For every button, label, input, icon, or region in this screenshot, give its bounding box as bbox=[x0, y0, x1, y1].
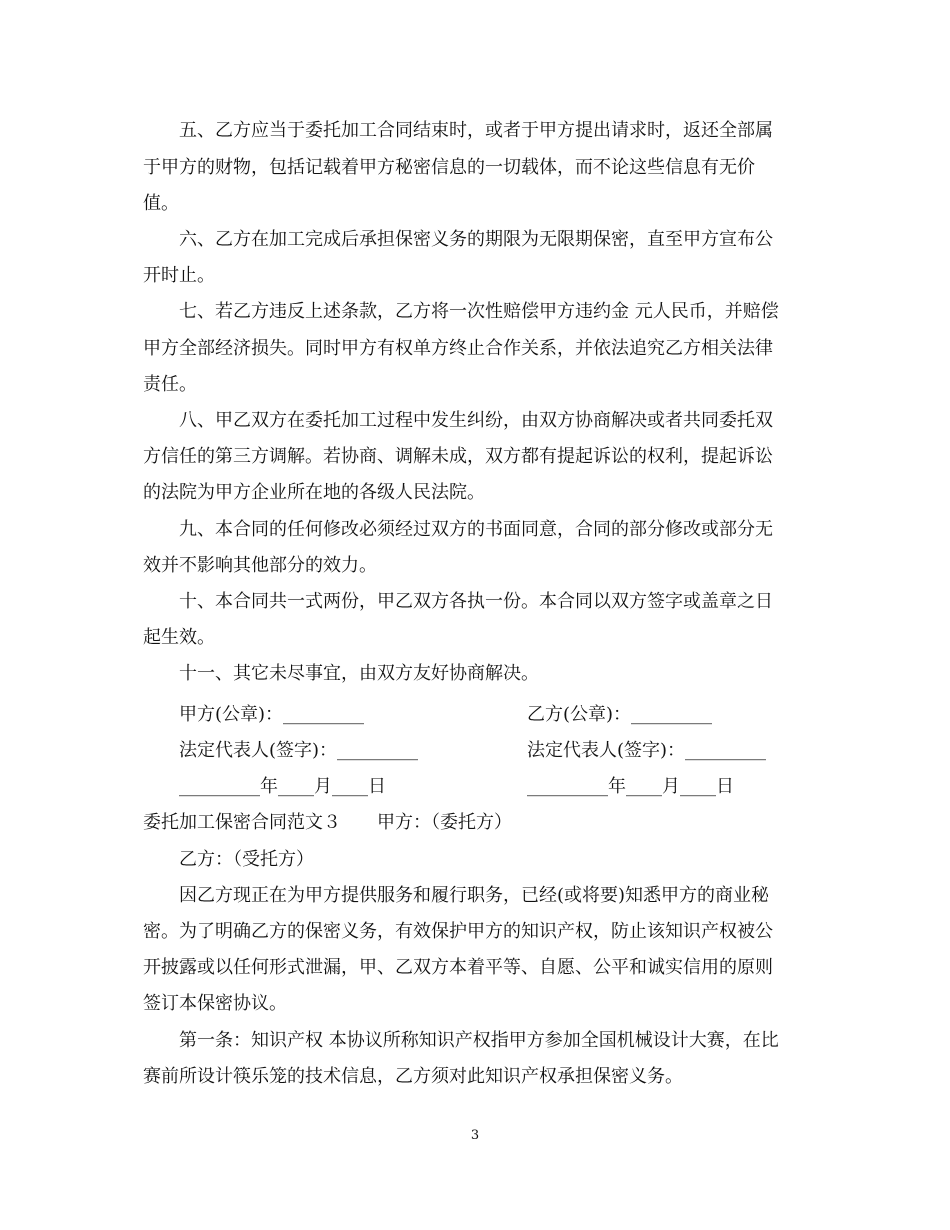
clause-5-line-2: 于甲方的财物，包括记载着甲方秘密信息的一切载体，而不论这些信息有无价 bbox=[143, 157, 755, 178]
contract-3-heading: 委托加工保密合同范文３ 甲方：（委托方） bbox=[143, 812, 512, 833]
preamble-line-4: 签订本保密协议。 bbox=[143, 993, 287, 1014]
clause-6-line-2: 开时止。 bbox=[143, 265, 215, 286]
clause-8-line-3: 的法院为甲方企业所在地的各级人民法院。 bbox=[143, 482, 485, 503]
clause-6-line-1: 六、乙方在加工完成后承担保密义务的期限为无限期保密，直至甲方宣布公 bbox=[179, 229, 773, 250]
clause-5-line-3: 值。 bbox=[143, 193, 179, 214]
clause-10-line-1: 十、本合同共一式两份，甲乙双方各执一份。本合同以双方签字或盖章之日 bbox=[179, 591, 773, 612]
clause-8-line-1: 八、甲乙双方在委托加工过程中发生纠纷，由双方协商解决或者共同委托双 bbox=[179, 410, 773, 431]
preamble-line-3: 开披露或以任何形式泄漏，甲、乙双方本着平等、自愿、公平和诚实信用的原则 bbox=[143, 957, 773, 978]
clause-7-line-1: 七、若乙方违反上述条款，乙方将一次性赔偿甲方违约金 元人民币，并赔偿 bbox=[179, 301, 779, 322]
clause-8-line-2: 方信任的第三方调解。若协商、调解未成，双方都有提起诉讼的权利，提起诉讼 bbox=[143, 446, 773, 467]
party-a-seal: 甲方(公章)：_________ bbox=[179, 704, 365, 725]
preamble-line-2: 密。为了明确乙方的保密义务，有效保护甲方的知识产权，防止该知识产权被公 bbox=[143, 921, 773, 942]
contract-3-party-b: 乙方：（受托方） bbox=[179, 849, 314, 870]
party-b-representative: 法定代表人(签字)：_________ bbox=[527, 740, 767, 761]
clause-9-line-2: 效并不影响其他部分的效力。 bbox=[143, 555, 377, 576]
article-1-line-2: 赛前所设计筷乐笼的技术信息，乙方须对此知识产权承担保密义务。 bbox=[143, 1066, 683, 1087]
preamble-line-1: 因乙方现正在为甲方提供服务和履行职务，已经(或将要)知悉甲方的商业秘 bbox=[179, 885, 770, 906]
party-a-date: _________年____月____日 bbox=[179, 776, 386, 797]
clause-7-line-3: 责任。 bbox=[143, 374, 197, 395]
clause-7-line-2: 甲方全部经济损失。同时甲方有权单方终止合作关系，并依法追究乙方相关法律 bbox=[143, 338, 773, 359]
clause-10-line-2: 起生效。 bbox=[143, 627, 215, 648]
clause-5-line-1: 五、乙方应当于委托加工合同结束时，或者于甲方提出请求时，返还全部属 bbox=[179, 120, 773, 141]
article-1-line-1: 第一条：知识产权 本协议所称知识产权指甲方参加全国机械设计大赛，在比 bbox=[179, 1030, 779, 1051]
page-number: 3 bbox=[470, 1128, 480, 1143]
clause-9-line-1: 九、本合同的任何修改必须经过双方的书面同意，合同的部分修改或部分无 bbox=[179, 519, 773, 540]
party-a-representative: 法定代表人(签字)：_________ bbox=[179, 740, 419, 761]
party-b-date: _________年____月____日 bbox=[527, 776, 734, 797]
clause-11-line-1: 十一、其它未尽事宜，由双方友好协商解决。 bbox=[179, 663, 539, 684]
party-b-seal: 乙方(公章)：_________ bbox=[527, 704, 713, 725]
